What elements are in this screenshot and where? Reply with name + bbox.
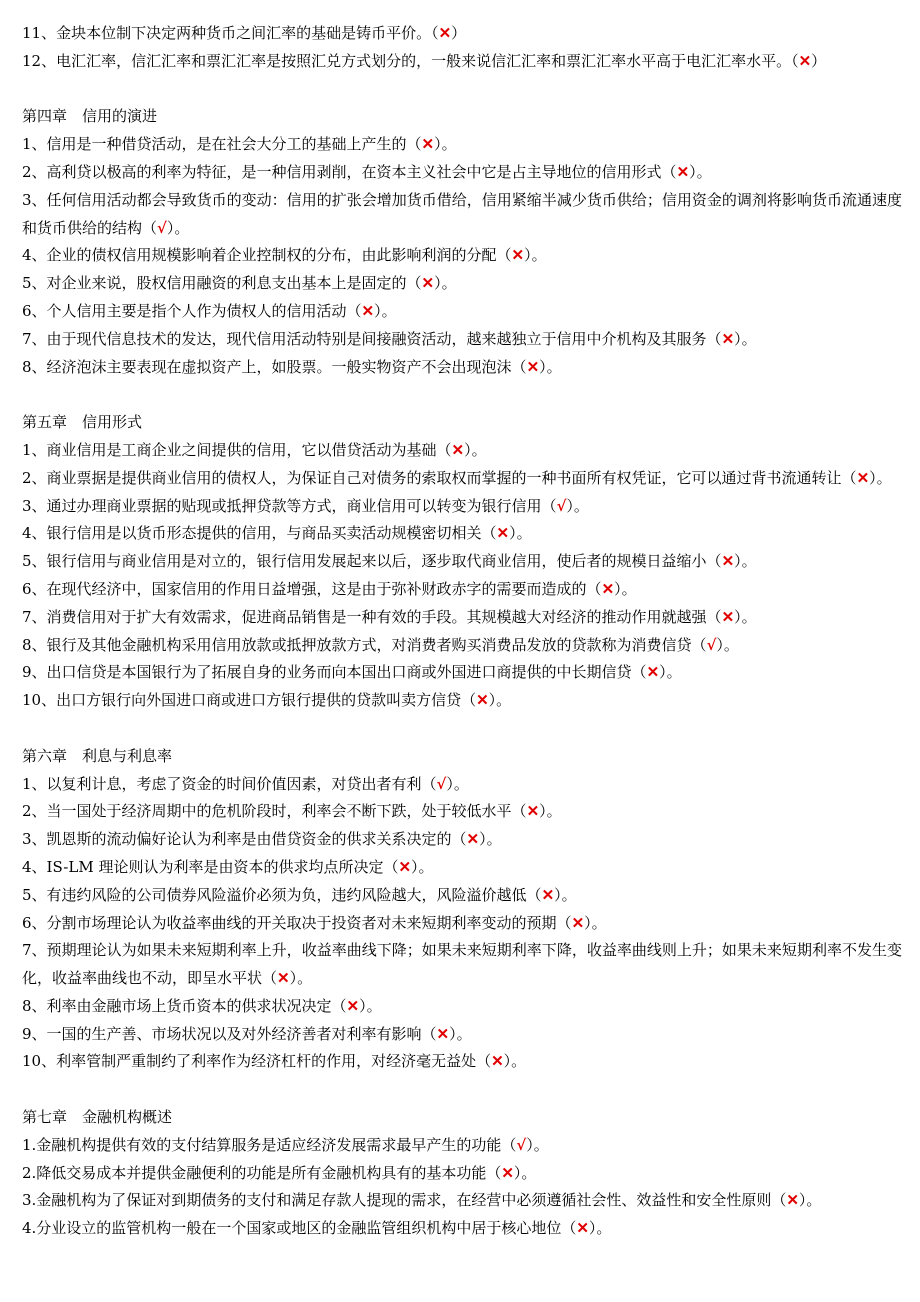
statement-item xyxy=(22,993,902,1021)
cross-mark-icon: ✕ xyxy=(646,663,660,682)
chapter-heading: 第六章 利息与利息率 xyxy=(22,746,173,765)
cross-mark-icon: ✕ xyxy=(438,24,452,42)
statement-tail: ）。 xyxy=(689,162,712,181)
statement-text: 11、金块本位制下决定两种货币之间汇率的基础是铸币平价。（ xyxy=(22,24,439,42)
statement-tail: ）。 xyxy=(734,329,757,348)
statement-tail: ）。 xyxy=(734,552,757,571)
document-page xyxy=(22,20,902,1243)
statement-text: 1.金融机构提供有效的支付结算服务是适应经济发展需求最早产生的功能（ xyxy=(22,1135,517,1154)
chapter-heading: 第七章 金融机构概述 xyxy=(22,1108,173,1127)
statement-item xyxy=(22,548,902,576)
statement-text: 1、商业信用是工商企业之间提供的信用，它以借贷活动为基础（ xyxy=(22,440,452,459)
statement-text: 3、任何信用活动都会导致货币的变动：信用的扩张会增加货币借给，信用紧缩半减少货币供给；信用资金的调剂将影响货币流通速度和货币供给的结构（ xyxy=(22,190,902,237)
cross-mark-icon: ✕ xyxy=(721,552,735,571)
statement-item xyxy=(22,270,902,298)
cross-mark-icon: ✕ xyxy=(421,274,435,293)
statement-tail: ）。 xyxy=(434,274,457,293)
statement-tail: ）。 xyxy=(526,1135,549,1154)
cross-mark-icon: ✕ xyxy=(786,1191,799,1210)
cross-mark-icon: ✕ xyxy=(676,162,690,181)
statement-text: 6、在现代经济中，国家信用的作用日益增强，这是由于弥补财政赤字的需要而造成的（ xyxy=(22,579,602,598)
cross-mark-icon: ✕ xyxy=(466,830,480,849)
cross-mark-icon: ✕ xyxy=(346,996,360,1015)
statement-tail: ）。 xyxy=(554,885,577,904)
statement-tail: ）。 xyxy=(539,802,562,821)
statement-tail: ）。 xyxy=(289,969,313,988)
cross-mark-icon: ✕ xyxy=(361,301,375,320)
statement-tail: ） xyxy=(811,51,827,70)
statement-tail: ）。 xyxy=(446,774,469,793)
section-spacer xyxy=(22,381,902,409)
cross-mark-icon: ✕ xyxy=(451,440,465,459)
statement-text: 5、有违约风险的公司债券风险溢价必须为负，违约风险越大，风险溢价越低（ xyxy=(22,885,542,904)
statement-text: 1、信用是一种借贷活动，是在社会大分工的基础上产生的（ xyxy=(22,135,422,154)
statement-tail: ）。 xyxy=(869,468,892,487)
statement-text: 5、对企业来说，股权信用融资的利息支出基本上是固定的（ xyxy=(22,274,422,293)
statement-item xyxy=(22,798,902,826)
statement-tail: ）。 xyxy=(479,830,502,849)
statement-item xyxy=(22,493,902,521)
statement-tail: ）。 xyxy=(588,1219,612,1238)
statement-item xyxy=(22,1215,902,1243)
cross-mark-icon: ✕ xyxy=(541,885,555,904)
cross-mark-icon: ✕ xyxy=(526,802,540,821)
chapter-heading: 第四章 信用的演进 xyxy=(22,107,158,126)
cross-mark-icon: ✕ xyxy=(421,135,435,154)
statement-tail: ）。 xyxy=(464,440,487,459)
statement-text: 4、企业的债权信用规模影响着企业控制权的分布，由此影响利润的分配（ xyxy=(22,246,512,265)
cross-mark-icon: ✕ xyxy=(491,1052,504,1071)
statement-item xyxy=(22,437,902,465)
statement-text: 3、凯恩斯的流动偏好论认为利率是由借贷资金的供求关系决定的（ xyxy=(22,830,467,849)
statement-text: 7、由于现代信息技术的发达，现代信用活动特别是间接融资活动，越来越独立于信用中介机构及其服务（ xyxy=(22,329,722,348)
statement-tail: ）。 xyxy=(659,663,682,682)
statement-text: 8、经济泡沫主要表现在虚拟资产上，如股票。一般实物资产不会出现泡沫（ xyxy=(22,357,527,376)
statement-item xyxy=(22,826,902,854)
statement-tail: ）。 xyxy=(509,524,532,543)
cross-mark-icon: ✕ xyxy=(856,468,870,487)
cross-mark-icon: ✕ xyxy=(798,51,812,70)
statement-text: 2.降低交易成本并提供金融便利的功能是所有金融机构具有的基本功能（ xyxy=(22,1163,502,1182)
statement-item xyxy=(22,882,902,910)
statement-tail: ）。 xyxy=(524,246,547,265)
statement-text: 12、电汇汇率，信汇汇率和票汇汇率是按照汇兑方式划分的，一般来说信汇汇率和票汇汇率水平高于电汇汇率水平。（ xyxy=(22,51,799,70)
section-spacer xyxy=(22,76,902,104)
statement-text: 6、分割市场理论认为收益率曲线的开关取决于投资者对未来短期利率变动的预期（ xyxy=(22,913,572,932)
statement-text: 10、利率管制严重制约了利率作为经济杠杆的作用，对经济毫无益处（ xyxy=(22,1052,492,1071)
check-mark-icon: √ xyxy=(706,635,717,654)
statement-text: 3.金融机构为了保证对到期债务的支付和满足存款人提现的需求，在经营中必须遵循社会性、效益性和安全性原则（ xyxy=(22,1191,787,1210)
statement-tail: ）。 xyxy=(359,996,382,1015)
statement-text: 7、预期理论认为如果未来短期利率上升，收益率曲线下降；如果未来短期利率下降，收益率曲线则上升；如果未来短期利率不发生变化，收益率曲线也不动，即呈水平状（ xyxy=(22,941,902,988)
statement-text: 9、一国的生产善、市场状况以及对外经济善者对利率有影响（ xyxy=(22,1024,437,1043)
statement-tail: ）。 xyxy=(798,1191,822,1210)
statement-tail: ） xyxy=(451,24,467,42)
statement-item xyxy=(22,910,902,938)
cross-mark-icon: ✕ xyxy=(721,607,735,626)
cross-mark-icon: ✕ xyxy=(511,246,525,265)
statement-tail: ）。 xyxy=(449,1024,472,1043)
statement-text: 2、商业票据是提供商业信用的债权人，为保证自己对债务的索取权而掌握的一种书面所有权凭证，它可以通过背书流通转让（ xyxy=(22,468,857,487)
statement-tail: ）。 xyxy=(488,691,512,710)
check-mark-icon: √ xyxy=(157,218,167,237)
statement-item xyxy=(22,242,902,270)
statement-tail: ）。 xyxy=(411,857,434,876)
statement-tail: ）。 xyxy=(503,1052,527,1071)
statement-text: 1、以复利计息，考虑了资金的时间价值因素，对贷出者有利（ xyxy=(22,774,437,793)
statement-text: 4、IS-LM 理论则认为利率是由资本的供求均点所决定（ xyxy=(22,857,399,876)
cross-mark-icon: ✕ xyxy=(721,329,735,348)
statement-item xyxy=(22,520,902,548)
statement-text: 6、个人信用主要是指个人作为债权人的信用活动（ xyxy=(22,301,362,320)
statement-item xyxy=(22,1187,902,1215)
statement-item xyxy=(22,576,902,604)
statement-tail: ）。 xyxy=(716,635,739,654)
cross-mark-icon: ✕ xyxy=(277,969,290,988)
statement-text: 8、银行及其他金融机构采用信用放款或抵押放款方式，对消费者购买消费品发放的贷款称为消费信贷（ xyxy=(22,635,707,654)
statement-text: 3、通过办理商业票据的贴现或抵押贷款等方式，商业信用可以转变为银行信用（ xyxy=(22,496,557,515)
chapter-heading: 第五章 信用形式 xyxy=(22,413,143,432)
statement-item xyxy=(22,1048,902,1076)
statement-item xyxy=(22,159,902,187)
statement-item xyxy=(22,1160,902,1188)
statement-item xyxy=(22,298,902,326)
cross-mark-icon: ✕ xyxy=(526,357,540,376)
statement-item xyxy=(22,604,902,632)
cross-mark-icon: ✕ xyxy=(571,913,585,932)
statement-item xyxy=(22,632,902,660)
cross-mark-icon: ✕ xyxy=(398,857,412,876)
statement-item xyxy=(22,48,902,76)
check-mark-icon: √ xyxy=(556,496,567,515)
statement-item xyxy=(22,687,902,715)
statement-text: 4.分业设立的监管机构一般在一个国家或地区的金融监管组织机构中居于核心地位（ xyxy=(22,1219,577,1238)
statement-item xyxy=(22,659,902,687)
statement-item xyxy=(22,20,902,48)
cross-mark-icon: ✕ xyxy=(601,579,615,598)
cross-mark-icon: ✕ xyxy=(501,1163,514,1182)
statement-item xyxy=(22,131,902,159)
statement-item xyxy=(22,854,902,882)
section-spacer xyxy=(22,715,902,743)
statement-text: 4、银行信用是以货币形态提供的信用，与商品买卖活动规模密切相关（ xyxy=(22,524,497,543)
statement-item xyxy=(22,1021,902,1049)
cross-mark-icon: ✕ xyxy=(496,524,510,543)
statement-tail: ）。 xyxy=(374,301,397,320)
statement-tail: ）。 xyxy=(166,218,190,237)
cross-mark-icon: ✕ xyxy=(576,1219,589,1238)
statement-text: 2、高利贷以极高的利率为特征，是一种信用剥削，在资本主义社会中它是占主导地位的信用形式（ xyxy=(22,162,677,181)
statement-item xyxy=(22,1132,902,1160)
statement-item xyxy=(22,187,902,243)
statement-tail: ）。 xyxy=(434,135,457,154)
cross-mark-icon: ✕ xyxy=(476,691,489,710)
cross-mark-icon: ✕ xyxy=(436,1024,450,1043)
statement-item xyxy=(22,354,902,382)
statement-text: 2、当一国处于经济周期中的危机阶段时，利率会不断下跌，处于较低水平（ xyxy=(22,802,527,821)
statement-text: 9、出口信贷是本国银行为了拓展自身的业务而向本国出口商或外国进口商提供的中长期信贷（ xyxy=(22,663,647,682)
statement-tail: ）。 xyxy=(566,496,589,515)
section-spacer xyxy=(22,1076,902,1104)
check-mark-icon: √ xyxy=(436,774,447,793)
statement-item xyxy=(22,326,902,354)
statement-tail: ）。 xyxy=(513,1163,537,1182)
statement-item xyxy=(22,465,902,493)
statement-tail: ）。 xyxy=(584,913,607,932)
check-mark-icon: √ xyxy=(516,1135,527,1154)
statement-tail: ）。 xyxy=(539,357,562,376)
statement-text: 5、银行信用与商业信用是对立的，银行信用发展起来以后，逐步取代商业信用，使后者的规模日益缩小（ xyxy=(22,552,722,571)
statement-tail: ）。 xyxy=(734,607,757,626)
statement-item xyxy=(22,937,902,993)
statement-text: 8、利率由金融市场上货币资本的供求状况决定（ xyxy=(22,996,347,1015)
statement-tail: ）。 xyxy=(614,579,637,598)
statement-text: 10、出口方银行向外国进口商或进口方银行提供的贷款叫卖方信贷（ xyxy=(22,691,477,710)
statement-text: 7、消费信用对于扩大有效需求，促进商品销售是一种有效的手段。其规模越大对经济的推动作用就越强（ xyxy=(22,607,722,626)
statement-item xyxy=(22,771,902,799)
